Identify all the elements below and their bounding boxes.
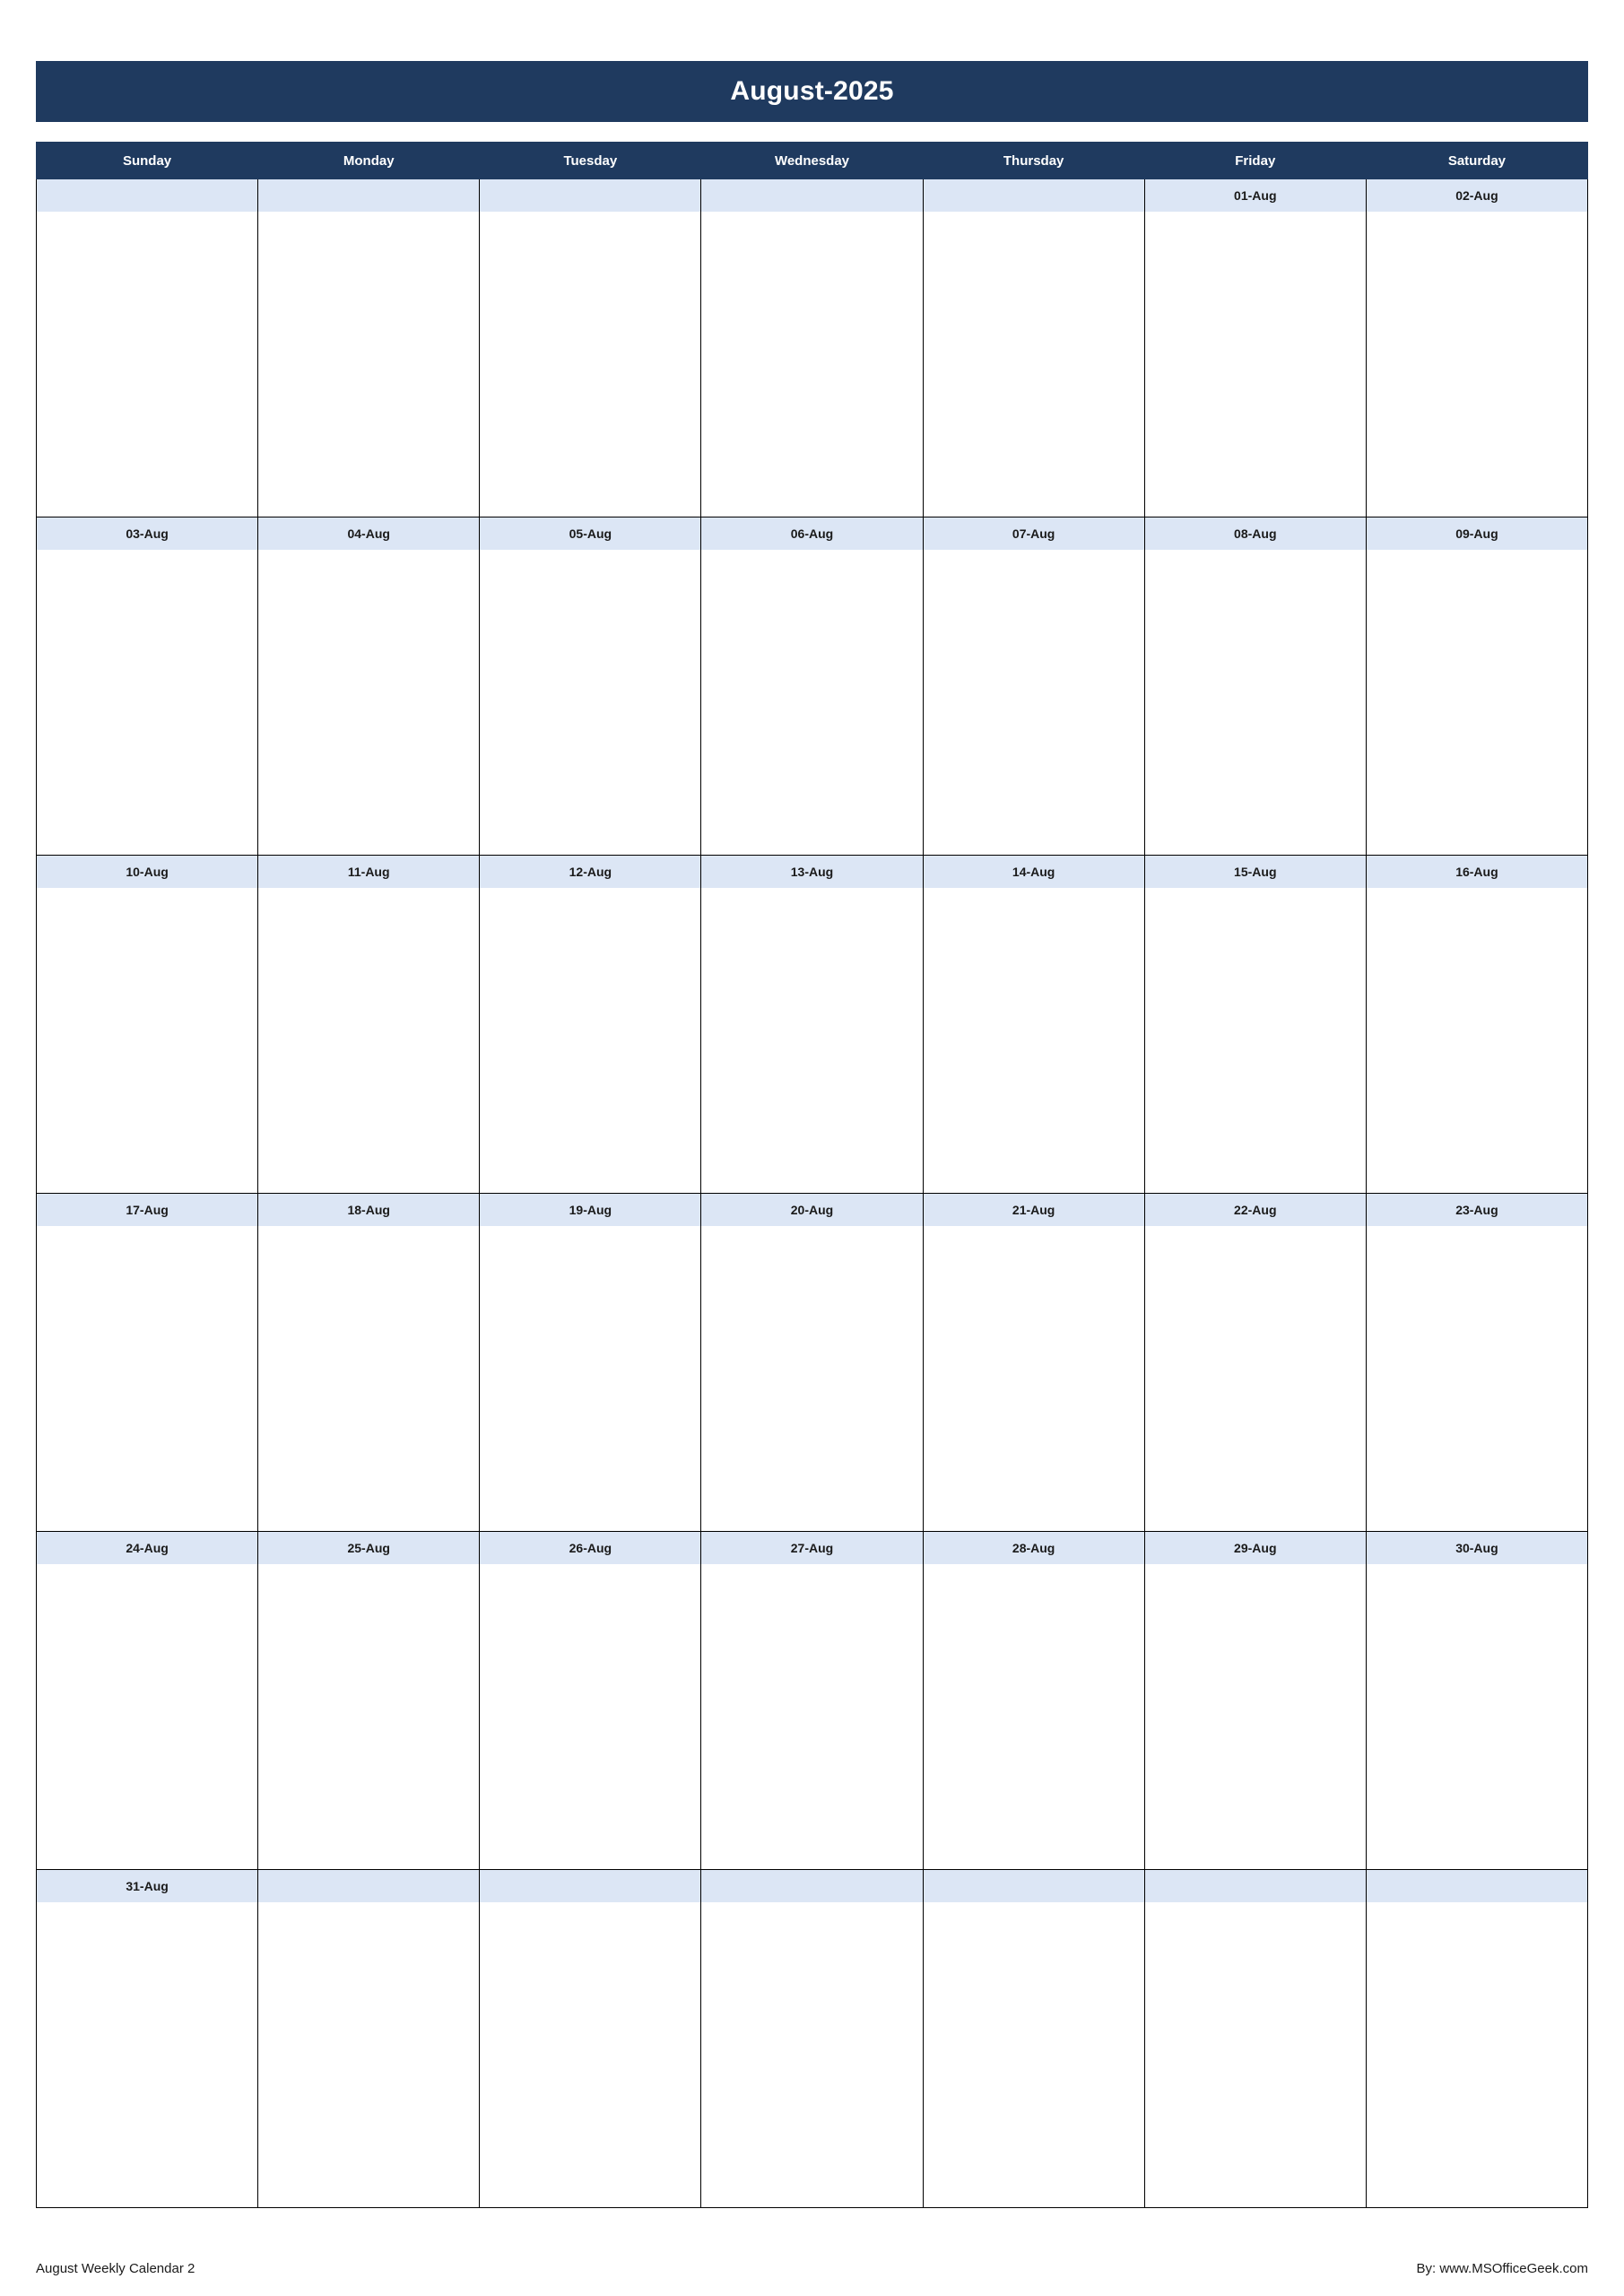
footer-label: August Weekly Calendar 2 bbox=[36, 2261, 195, 2276]
note-cell[interactable] bbox=[258, 550, 480, 856]
week-notes-row bbox=[37, 212, 1588, 517]
note-cell[interactable] bbox=[1144, 212, 1366, 517]
weekday-header-row bbox=[37, 143, 1588, 179]
date-cell: 13-Aug bbox=[701, 856, 923, 889]
week-notes-row bbox=[37, 1226, 1588, 1532]
calendar-table bbox=[36, 142, 1588, 2208]
note-cell[interactable] bbox=[1366, 212, 1587, 517]
week-date-row bbox=[37, 1194, 1588, 1227]
weekday-header-friday: Friday bbox=[1144, 143, 1366, 179]
note-cell[interactable] bbox=[1144, 1902, 1366, 2208]
date-cell: 20-Aug bbox=[701, 1194, 923, 1227]
date-cell: 15-Aug bbox=[1144, 856, 1366, 889]
date-cell: 03-Aug bbox=[37, 517, 258, 551]
note-cell[interactable] bbox=[480, 1564, 701, 1870]
date-cell bbox=[1144, 1870, 1366, 1903]
note-cell[interactable] bbox=[701, 550, 923, 856]
date-cell bbox=[923, 179, 1144, 213]
note-cell[interactable] bbox=[37, 888, 258, 1194]
note-cell[interactable] bbox=[1144, 550, 1366, 856]
date-cell: 04-Aug bbox=[258, 517, 480, 551]
date-cell bbox=[37, 179, 258, 213]
note-cell[interactable] bbox=[923, 550, 1144, 856]
note-cell[interactable] bbox=[1366, 1902, 1587, 2208]
date-cell: 25-Aug bbox=[258, 1532, 480, 1565]
note-cell[interactable] bbox=[923, 888, 1144, 1194]
date-cell: 12-Aug bbox=[480, 856, 701, 889]
date-cell bbox=[1366, 1870, 1587, 1903]
weekday-header-sunday: Sunday bbox=[37, 143, 258, 179]
week-date-row bbox=[37, 1532, 1588, 1565]
date-cell: 27-Aug bbox=[701, 1532, 923, 1565]
note-cell[interactable] bbox=[37, 1226, 258, 1532]
date-cell: 05-Aug bbox=[480, 517, 701, 551]
date-cell: 30-Aug bbox=[1366, 1532, 1587, 1565]
week-notes-row bbox=[37, 550, 1588, 856]
page-footer bbox=[36, 2261, 1588, 2276]
note-cell[interactable] bbox=[701, 212, 923, 517]
note-cell[interactable] bbox=[1366, 1226, 1587, 1532]
date-cell: 28-Aug bbox=[923, 1532, 1144, 1565]
note-cell[interactable] bbox=[1366, 550, 1587, 856]
date-cell: 02-Aug bbox=[1366, 179, 1587, 213]
note-cell[interactable] bbox=[701, 1564, 923, 1870]
date-cell bbox=[258, 179, 480, 213]
date-cell: 31-Aug bbox=[37, 1870, 258, 1903]
note-cell[interactable] bbox=[258, 1226, 480, 1532]
date-cell: 16-Aug bbox=[1366, 856, 1587, 889]
date-cell: 06-Aug bbox=[701, 517, 923, 551]
note-cell[interactable] bbox=[480, 1902, 701, 2208]
note-cell[interactable] bbox=[701, 1226, 923, 1532]
date-cell: 09-Aug bbox=[1366, 517, 1587, 551]
date-cell: 01-Aug bbox=[1144, 179, 1366, 213]
note-cell[interactable] bbox=[1144, 1226, 1366, 1532]
note-cell[interactable] bbox=[37, 1564, 258, 1870]
date-cell: 17-Aug bbox=[37, 1194, 258, 1227]
note-cell[interactable] bbox=[1366, 1564, 1587, 1870]
week-notes-row bbox=[37, 1902, 1588, 2208]
note-cell[interactable] bbox=[37, 212, 258, 517]
date-cell: 21-Aug bbox=[923, 1194, 1144, 1227]
date-cell: 23-Aug bbox=[1366, 1194, 1587, 1227]
note-cell[interactable] bbox=[923, 1564, 1144, 1870]
note-cell[interactable] bbox=[258, 888, 480, 1194]
note-cell[interactable] bbox=[480, 550, 701, 856]
note-cell[interactable] bbox=[701, 1902, 923, 2208]
date-cell: 08-Aug bbox=[1144, 517, 1366, 551]
date-cell: 07-Aug bbox=[923, 517, 1144, 551]
week-date-row bbox=[37, 179, 1588, 213]
week-notes-row bbox=[37, 1564, 1588, 1870]
note-cell[interactable] bbox=[1366, 888, 1587, 1194]
note-cell[interactable] bbox=[258, 1902, 480, 2208]
note-cell[interactable] bbox=[480, 888, 701, 1194]
note-cell[interactable] bbox=[258, 1564, 480, 1870]
note-cell[interactable] bbox=[923, 212, 1144, 517]
footer-credit: By: www.MSOfficeGeek.com bbox=[1416, 2261, 1588, 2276]
date-cell: 22-Aug bbox=[1144, 1194, 1366, 1227]
date-cell: 14-Aug bbox=[923, 856, 1144, 889]
weekday-header-wednesday: Wednesday bbox=[701, 143, 923, 179]
note-cell[interactable] bbox=[923, 1902, 1144, 2208]
page-title: August-2025 bbox=[730, 76, 894, 106]
date-cell: 19-Aug bbox=[480, 1194, 701, 1227]
calendar-body bbox=[37, 179, 1588, 2208]
note-cell[interactable] bbox=[923, 1226, 1144, 1532]
note-cell[interactable] bbox=[1144, 1564, 1366, 1870]
weekday-header-thursday: Thursday bbox=[923, 143, 1144, 179]
date-cell bbox=[258, 1870, 480, 1903]
date-cell bbox=[701, 1870, 923, 1903]
note-cell[interactable] bbox=[258, 212, 480, 517]
date-cell bbox=[701, 179, 923, 213]
date-cell: 26-Aug bbox=[480, 1532, 701, 1565]
week-date-row bbox=[37, 517, 1588, 551]
date-cell: 24-Aug bbox=[37, 1532, 258, 1565]
week-date-row bbox=[37, 856, 1588, 889]
weekday-header-tuesday: Tuesday bbox=[480, 143, 701, 179]
weekday-header-monday: Monday bbox=[258, 143, 480, 179]
week-notes-row bbox=[37, 888, 1588, 1194]
note-cell[interactable] bbox=[480, 212, 701, 517]
note-cell[interactable] bbox=[37, 1902, 258, 2208]
date-cell bbox=[480, 179, 701, 213]
calendar-title-bar bbox=[36, 61, 1588, 122]
note-cell[interactable] bbox=[1144, 888, 1366, 1194]
date-cell bbox=[923, 1870, 1144, 1903]
week-date-row bbox=[37, 1870, 1588, 1903]
date-cell: 10-Aug bbox=[37, 856, 258, 889]
date-cell: 18-Aug bbox=[258, 1194, 480, 1227]
date-cell: 29-Aug bbox=[1144, 1532, 1366, 1565]
calendar-header-row-group bbox=[37, 143, 1588, 179]
date-cell bbox=[480, 1870, 701, 1903]
date-cell: 11-Aug bbox=[258, 856, 480, 889]
note-cell[interactable] bbox=[480, 1226, 701, 1532]
note-cell[interactable] bbox=[37, 550, 258, 856]
weekday-header-saturday: Saturday bbox=[1366, 143, 1587, 179]
note-cell[interactable] bbox=[701, 888, 923, 1194]
